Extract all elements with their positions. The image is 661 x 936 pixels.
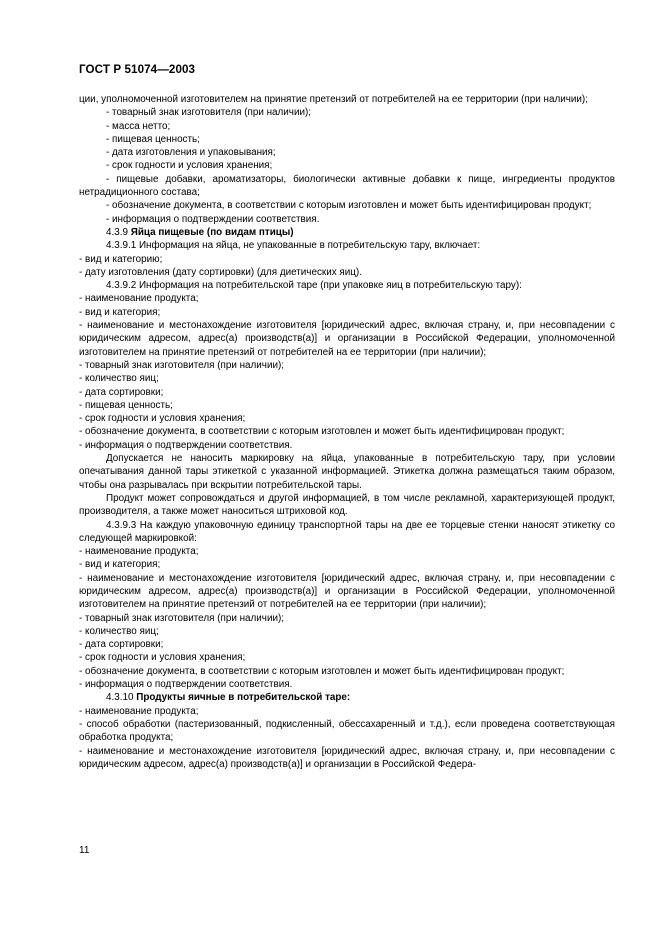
list-item: - дату изготовления (дату сортировки) (для диетических яиц). bbox=[79, 266, 362, 278]
list-item: - пищевые добавки, ароматизаторы, биологически активные добавки к пище, ингредиенты продуктов нетрадиционного состава; bbox=[79, 173, 615, 199]
list-item: - наименование и местонахождение изготовителя [юридический адрес, включая страну, и, при несовпадении с юридическим адресом, адрес(а) производств(а)] и организации в Российской Федера- bbox=[79, 745, 615, 770]
section-number: 4.3.9 bbox=[106, 226, 128, 238]
list-item: - способ обработки (пастеризованный, подкисленный, обессахаренный и т.д.), если проведена соответствующая обработка продукта; bbox=[79, 718, 615, 744]
page-number: 11 bbox=[79, 845, 90, 856]
document-body bbox=[79, 93, 615, 771]
section-heading bbox=[79, 226, 615, 239]
list-item: - срок годности и условия хранения; bbox=[79, 413, 246, 425]
paragraph: Допускается не наносить маркировку на яйца, упакованные в потребительскую тару, при условии опечатывания данной тары этикеткой с указанной информацией. Этикетка должна размещаться таким образом, чтобы она разрывалась при вскрытии потребительской тары. bbox=[79, 453, 615, 491]
list-item: - информация о подтверждении соответствия. bbox=[79, 439, 293, 451]
list-item: - информация о подтверждении соответствия. bbox=[106, 213, 320, 225]
document-header: ГОСТ Р 51074—2003 bbox=[79, 63, 196, 76]
paragraph: 4.3.9.2 Информация на потребительской таре (при упаковке яиц в потребительскую тару): bbox=[106, 280, 522, 292]
list-item: - вид и категория; bbox=[79, 306, 161, 318]
list-item: - наименование продукта; bbox=[79, 705, 199, 717]
list-item: - обозначение документа, в соответствии с которым изготовлен и может быть идентифицирован продукт; bbox=[79, 665, 565, 677]
list-item: - количество яиц; bbox=[79, 373, 159, 385]
paragraph: Продукт может сопровождаться и другой информацией, в том числе рекламной, характеризующей продукт, производителя, а также может наноситься штриховой код. bbox=[79, 492, 615, 518]
list-item: - пищевая ценность; bbox=[79, 399, 173, 411]
list-item: - наименование продукта; bbox=[79, 293, 199, 305]
paragraph: ции, уполномоченной изготовителем на принятие претензий от потребителей на ее территории (при наличии); bbox=[79, 94, 588, 105]
list-item: - наименование продукта; bbox=[79, 546, 199, 558]
section-title: Продукты яичные в потребительской таре: bbox=[136, 692, 351, 704]
list-item: - дата сортировки; bbox=[79, 639, 164, 651]
section-heading bbox=[79, 691, 615, 704]
list-item: - количество яиц; bbox=[79, 625, 159, 637]
list-item: - вид и категория; bbox=[79, 559, 161, 571]
list-item: - товарный знак изготовителя (при наличии); bbox=[79, 359, 285, 371]
paragraph: 4.3.9.1 Информация на яйца, не упакованные в потребительскую тару, включает: bbox=[106, 240, 481, 252]
list-item: - пищевая ценность; bbox=[106, 133, 200, 145]
list-item: - информация о подтверждении соответствия. bbox=[79, 679, 293, 691]
list-item: - наименование и местонахождение изготовителя [юридический адрес, включая страну, и, при несовпадении с юридическим адресом, адрес(а) производств(а)] и организации в Российской Федерации, уполномоченной изготовителем на принятие претензий от потребителей на ее территории (при наличии); bbox=[79, 320, 615, 358]
list-item: - дата изготовления и упаковывания; bbox=[106, 147, 276, 159]
list-item: - масса нетто; bbox=[106, 120, 171, 132]
list-item: - обозначение документа, в соответствии с которым изготовлен и может быть идентифицирован продукт; bbox=[79, 426, 565, 438]
list-item: - срок годности и условия хранения; bbox=[79, 652, 246, 664]
list-item: - срок годности и условия хранения; bbox=[106, 160, 273, 172]
list-item: - товарный знак изготовителя (при наличии); bbox=[79, 612, 285, 624]
list-item: - обозначение документа, в соответствии с которым изготовлен и может быть идентифицирован продукт; bbox=[106, 200, 592, 212]
list-item: - дата сортировки; bbox=[79, 386, 164, 398]
paragraph: 4.3.9.3 На каждую упаковочную единицу транспортной тары на две ее торцевые стенки наносят этикетку со следующей маркировкой: bbox=[79, 519, 615, 544]
list-item: - вид и категорию; bbox=[79, 253, 163, 265]
section-title: Яйца пищевые (по видам птицы) bbox=[130, 226, 294, 238]
list-item: - наименование и местонахождение изготовителя [юридический адрес, включая страну, и, при несовпадении с юридическим адресом, адрес(а) производств(а)] и организации в Российской Федерации, уполномоченной изготовителем на принятие претензий от потребителей на ее территории (при наличии); bbox=[79, 572, 615, 611]
list-item: - товарный знак изготовителя (при наличии); bbox=[106, 107, 312, 119]
section-number: 4.3.10 bbox=[106, 692, 134, 704]
